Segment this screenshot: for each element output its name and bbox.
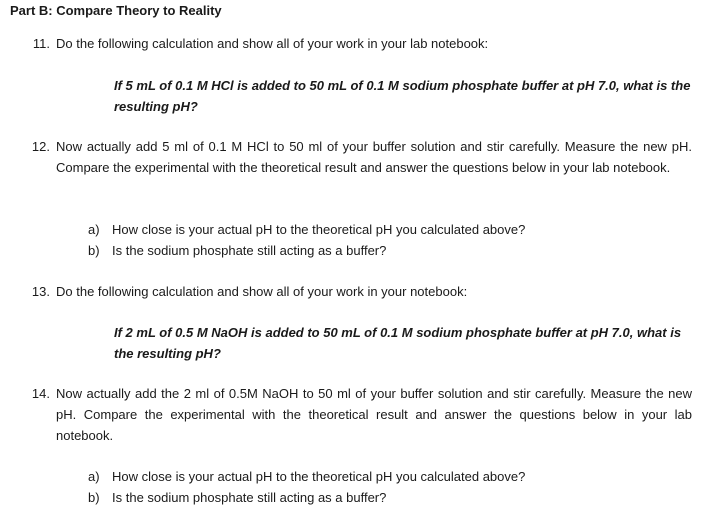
sub-letter: b) (88, 490, 100, 505)
sub-text: How close is your actual pH to the theoretical pH you calculated above? (112, 222, 526, 237)
sub-question-12a (88, 219, 526, 240)
sub-letter: a) (88, 222, 100, 237)
item-number: 13. (31, 284, 50, 299)
sub-letter: a) (88, 469, 100, 484)
sub-letter: b) (88, 243, 100, 258)
sub-question-12b (88, 240, 387, 261)
item-text: Now actually add the 2 ml of 0.5M NaOH to 50 ml of your buffer solution and stir carefully. Measure the new pH. Compare the experimental with the theoretical result and answer the questions below in your lab notebook. (56, 386, 692, 443)
section-heading: Part B: Compare Theory to Reality (10, 3, 222, 18)
item-text: Do the following calculation and show all of your work in your notebook: (56, 284, 468, 299)
calculation-question-13: If 2 mL of 0.5 M NaOH is added to 50 mL of 0.1 M sodium phosphate buffer at pH 7.0, what is the resulting pH? (114, 325, 682, 361)
item-text: Now actually add 5 ml of 0.1 M HCl to 50 ml of your buffer solution and stir carefully. Measure the new pH. Compare the experimental with the theoretical result and answer the questions below in your lab notebook. (56, 139, 692, 175)
calculation-question-11: If 5 mL of 0.1 M HCl is added to 50 mL of 0.1 M sodium phosphate buffer at pH 7.0, what is the resulting pH? (114, 78, 691, 114)
item-number: 12. (31, 139, 50, 154)
item-text: Do the following calculation and show all of your work in your lab notebook: (56, 36, 489, 51)
item-11 (32, 33, 692, 54)
item-12 (31, 136, 692, 178)
item-number: 11. (32, 36, 50, 51)
sub-text: How close is your actual pH to the theoretical pH you calculated above? (112, 469, 526, 484)
item-13 (31, 281, 692, 302)
item-number: 14. (31, 386, 50, 401)
item-14 (31, 383, 692, 446)
sub-text: Is the sodium phosphate still acting as a buffer? (112, 243, 387, 258)
sub-text: Is the sodium phosphate still acting as a buffer? (112, 490, 387, 505)
sub-question-14a (88, 466, 526, 487)
sub-question-14b (88, 487, 387, 508)
